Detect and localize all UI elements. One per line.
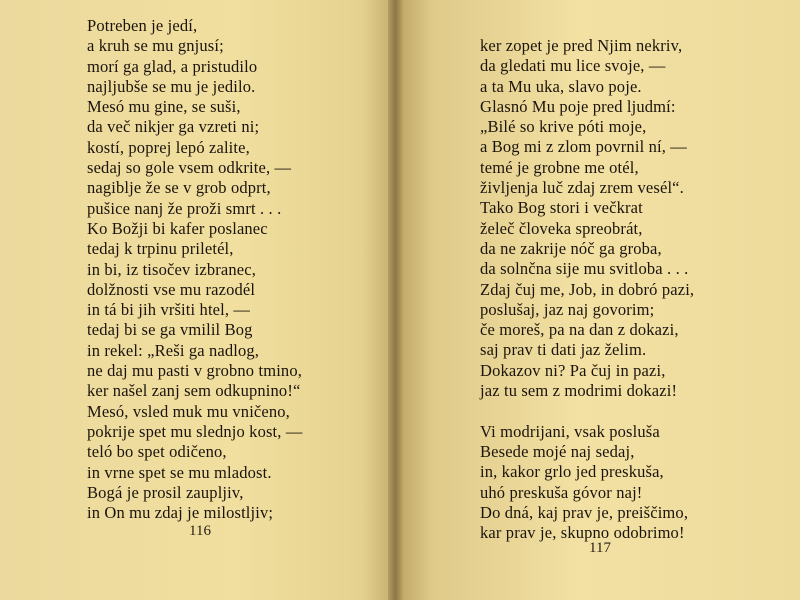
- verse-line: poslušaj, jaz naj govorim;: [480, 299, 655, 319]
- stanza-gap: [480, 401, 694, 421]
- verse-line: Dokazov ni? Pa čuj in pazi,: [480, 360, 666, 380]
- book-gutter: [388, 0, 404, 600]
- verse-line: nagiblje že se v grob odprt,: [87, 178, 271, 198]
- verse-line: želeč človeka spreobrát,: [480, 218, 643, 238]
- verse-line: kar prav je, skupno odobrimo!: [480, 523, 685, 543]
- verse-line: in, kakor grlo jed preskuša,: [480, 462, 664, 482]
- verse-line: in rekel: „Reši ga nadlog,: [87, 340, 260, 360]
- verse-line: ne daj mu pasti v grobno tmino,: [87, 361, 303, 381]
- verse-line: tedaj k trpinu priletél,: [87, 239, 234, 259]
- verse-line: Do dná, kaj prav je, preiščimo,: [480, 502, 689, 522]
- verse-line: ker zopet je pred Njim nekriv,: [480, 36, 683, 55]
- verse-line: da ne zakrije nóč ga groba,: [480, 238, 662, 258]
- verse-line: če moreš, pa na dan z dokazi,: [480, 320, 679, 340]
- verse-line: in bi, iz tisočev izbranec,: [87, 259, 256, 279]
- verse-line: da gledati mu lice svoje, —: [480, 56, 666, 76]
- left-page-text: [87, 16, 302, 523]
- verse-line: pokrije spet mu slednjo kost, —: [87, 421, 303, 441]
- verse-line: Vi modrijani, vsak posluša: [480, 421, 660, 441]
- verse-line: Mesó mu gine, se suši,: [87, 97, 241, 117]
- verse-line: da več nikjer ga vzreti ni;: [87, 117, 260, 137]
- verse-line: in On mu zdaj je milostljiv;: [87, 503, 274, 523]
- right-page-text: [480, 36, 694, 543]
- verse-line: da solnčna sije mu svitloba . . .: [480, 259, 689, 279]
- right-page-number: 117: [589, 540, 611, 556]
- verse-line: saj prav ti dati jaz želim.: [480, 340, 647, 360]
- verse-line: morí ga glad, a pristudilo: [87, 56, 258, 76]
- verse-line: sedaj so gole vsem odkrite, —: [87, 158, 292, 178]
- verse-line: Ko Božji bi kafer poslanec: [87, 218, 268, 238]
- verse-line: tedaj bi se ga vmilil Bog: [87, 320, 253, 340]
- verse-line: Tako Bog stori i večkrat: [480, 198, 643, 218]
- verse-line: a Bog mi z zlom povrnil ní, —: [480, 137, 687, 157]
- verse-line: temé je grobne me otél,: [480, 157, 639, 177]
- verse-line: in vrne spet se mu mladost.: [87, 462, 272, 482]
- verse-line: teló bo spet odičeno,: [87, 442, 227, 462]
- verse-line: Potreben je jedí,: [87, 16, 198, 35]
- verse-line: a kruh se mu gnjusí;: [87, 36, 224, 56]
- verse-line: Bogá je prosil zaupljiv,: [87, 482, 244, 502]
- verse-line: dolžnosti vse mu razodél: [87, 279, 256, 299]
- verse-line: Zdaj čuj me, Job, in dobró pazi,: [480, 279, 695, 299]
- verse-line: uhó preskuša góvor naj!: [480, 482, 643, 502]
- verse-line: kostí, poprej lepó zalite,: [87, 137, 250, 157]
- verse-line: življenja luč zdaj zrem vesél“.: [480, 178, 684, 198]
- verse-line: a ta Mu uka, slavo poje.: [480, 76, 642, 96]
- verse-line: pušice nanj že proži smrt . . .: [87, 198, 282, 218]
- verse-line: ker našel zanj sem odkupnino!“: [87, 381, 301, 401]
- verse-line: najljubše se mu je jedilo.: [87, 76, 256, 96]
- verse-line: Mesó, vsled muk mu vničeno,: [87, 401, 290, 421]
- verse-line: „Bilé so krive póti moje,: [480, 117, 647, 137]
- verse-line: jaz tu sem z modrimi dokazi!: [480, 381, 678, 401]
- verse-line: Glasnó Mu poje pred ljudmí:: [480, 96, 676, 116]
- verse-line: in tá bi jih vršiti htel, —: [87, 300, 251, 320]
- left-page-number: 116: [189, 523, 211, 539]
- verse-line: Besede mojé naj sedaj,: [480, 441, 635, 461]
